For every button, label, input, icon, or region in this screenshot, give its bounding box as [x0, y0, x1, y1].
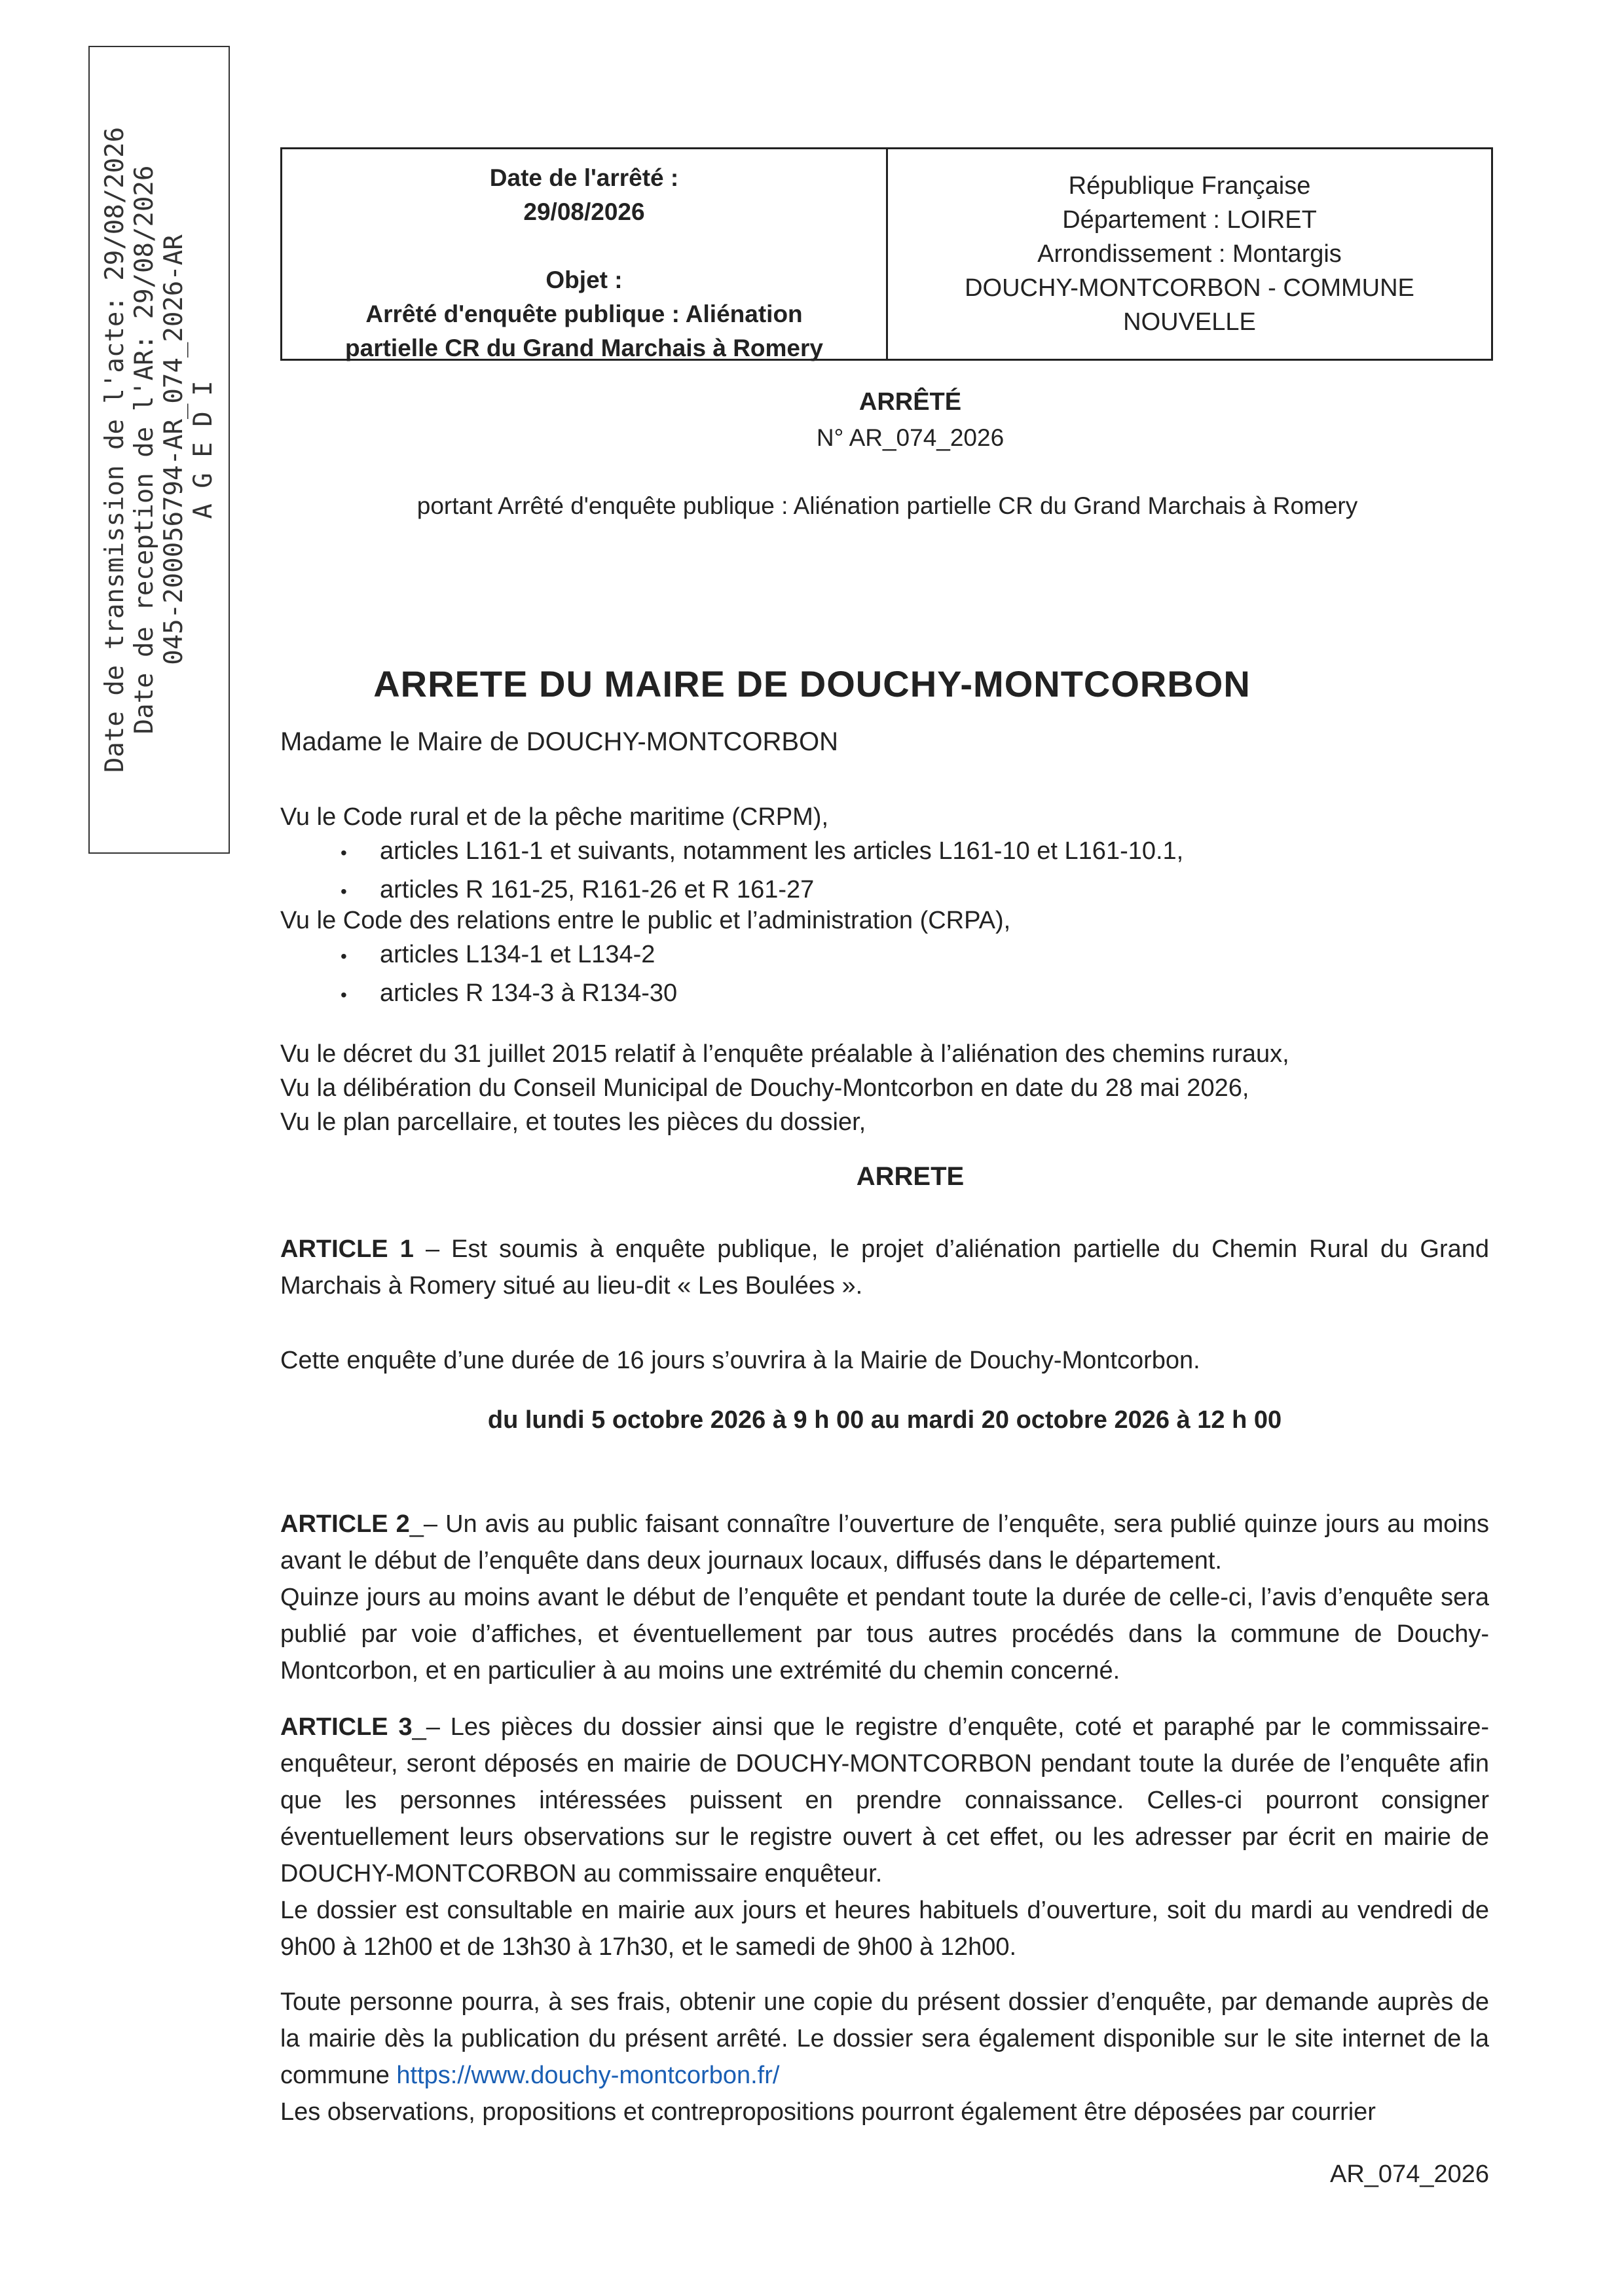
enquete-dates: du lundi 5 octobre 2026 à 9 h 00 au mardi 20 octobre 2026 à 12 h 00	[487, 1406, 1282, 1434]
commune-line-2: NOUVELLE	[1123, 308, 1256, 336]
copie-paragraph	[280, 1984, 1489, 2094]
vu-plan: Vu le plan parcellaire, et toutes les pièces du dossier,	[280, 1108, 866, 1136]
header-left-cell	[282, 149, 888, 359]
maire-line: Madame le Maire de DOUCHY-MONTCORBON	[280, 727, 839, 756]
vu-crpa: Vu le Code des relations entre le public et l’administration (CRPA),	[280, 907, 1011, 934]
list-item: • articles R 134-3 à R134-30	[341, 975, 677, 1013]
duree-line: Cette enquête d’une durée de 16 jours s’ouvrira à la Mairie de Douchy-Montcorbon.	[280, 1347, 1200, 1374]
main-title: ARRETE DU MAIRE DE DOUCHY-MONTCORBON	[373, 663, 1251, 704]
observations-line: Les observations, propositions et contrepropositions pourront également être déposées par courrier	[280, 2098, 1376, 2126]
crpa-bullet-list	[341, 936, 677, 1013]
article-1-label: ARTICLE 1	[280, 1235, 414, 1263]
footer-reference: AR_074_2026	[1330, 2160, 1489, 2188]
date-label: Date de l'arrêté :	[489, 164, 679, 191]
article-2-text-1: _– Un avis au public faisant connaître l’ouverture de l’enquête, sera publié quinze jours au moins avant le début de l’enquête dans deux journaux locaux, diffusés dans le département.	[280, 1510, 1489, 1575]
commune-line-1: DOUCHY-MONTCORBON - COMMUNE	[965, 274, 1414, 302]
transmission-stamp	[88, 46, 230, 854]
objet-line-1: Arrêté d'enquête publique : Aliénation	[365, 301, 803, 327]
vu-crpm: Vu le Code rural et de la pêche maritime (CRPM),	[280, 803, 829, 831]
article-2-label: ARTICLE 2	[280, 1510, 410, 1538]
list-item: • articles R 161-25, R161-26 et R 161-27	[341, 871, 1183, 910]
article-2	[280, 1506, 1489, 1579]
objet-line-2: partielle CR du Grand Marchais à Romery	[345, 335, 823, 361]
stamp-line-transmission: Date de transmission de l'acte: 29/08/2026	[100, 126, 130, 773]
header-box	[280, 147, 1493, 361]
copie-text: Toute personne pourra, à ses frais, obtenir une copie du présent dossier d’enquête, par demande auprès de la mairie dès la publication du présent arrêté. Le dossier sera également disponible sur le site internet de la commune	[280, 1988, 1489, 2089]
date-value: 29/08/2026	[523, 198, 645, 225]
vu-deliberation: Vu la délibération du Conseil Municipal de Douchy-Montcorbon en date du 28 mai 2026,	[280, 1074, 1249, 1102]
objet-label: Objet :	[545, 266, 623, 293]
republique: République Française	[1068, 172, 1311, 200]
arrondissement: Arrondissement : Montargis	[1037, 240, 1342, 268]
site-link[interactable]: https://www.douchy-montcorbon.fr/	[396, 2062, 780, 2089]
arrete-heading: ARRÊTÉ	[858, 388, 962, 416]
list-item: • articles L161-1 et suivants, notamment les articles L161-10 et L161-10.1,	[341, 833, 1183, 871]
article-3-text-1: _– Les pièces du dossier ainsi que le registre d’enquête, coté et paraphé par le commissaire-enquêteur, seront déposés en mairie de DOUCHY-MONTCORBON pendant toute la durée de l’enquête afin que les personnes intéressées puissent en prendre connaissance. Celles-ci pourront consigner éventuellement leurs observations sur le registre ouvert à cet effet, ou les adresser par écrit en mairie de DOUCHY-MONTCORBON au commissaire enquêteur.	[280, 1713, 1489, 1887]
crpm-bullet-list	[341, 833, 1183, 910]
article-2-text-2: Quinze jours au moins avant le début de l’enquête et pendant toute la durée de celle-ci, l’avis d’enquête sera publié par voie d’affiches, et éventuellement par tous autres procédés dans la commune de Douchy-Montcorbon, et en particulier à au moins une extrémité du chemin concerné.	[280, 1584, 1489, 1685]
article-3	[280, 1709, 1489, 1892]
vu-decret: Vu le décret du 31 juillet 2015 relatif à l’enquête préalable à l’aliénation des chemins ruraux,	[280, 1040, 1289, 1068]
portant-line: portant Arrêté d'enquête publique : Aliénation partielle CR du Grand Marchais à Romery	[416, 492, 1358, 519]
stamp-line-reception: Date de reception de l'AR: 29/08/2026	[130, 165, 159, 735]
arrete-number: N° AR_074_2026	[816, 424, 1005, 451]
departement: Département : LOIRET	[1062, 206, 1317, 234]
article-1-text: – Est soumis à enquête publique, le projet d’aliénation partielle du Chemin Rural du Grand Marchais à Romery situé au lieu-dit « Les Boulées ».	[280, 1235, 1489, 1300]
article-3-text-2: Le dossier est consultable en mairie aux jours et heures habituels d’ouverture, soit du mardi au vendredi de 9h00 à 12h00 et de 13h30 à 17h30, et le samedi de 9h00 à 12h00.	[280, 1897, 1489, 1961]
stamp-line-identifier: 045-200056794-AR_074_2026-AR	[159, 234, 189, 665]
list-item: • articles L134-1 et L134-2	[341, 936, 677, 975]
header-right-cell	[888, 149, 1491, 359]
arrete-section-title: ARRETE	[856, 1162, 965, 1191]
stamp-line-agedi: A G E D I	[189, 380, 218, 519]
article-3-label: ARTICLE 3	[280, 1713, 413, 1741]
article-1	[280, 1231, 1489, 1304]
